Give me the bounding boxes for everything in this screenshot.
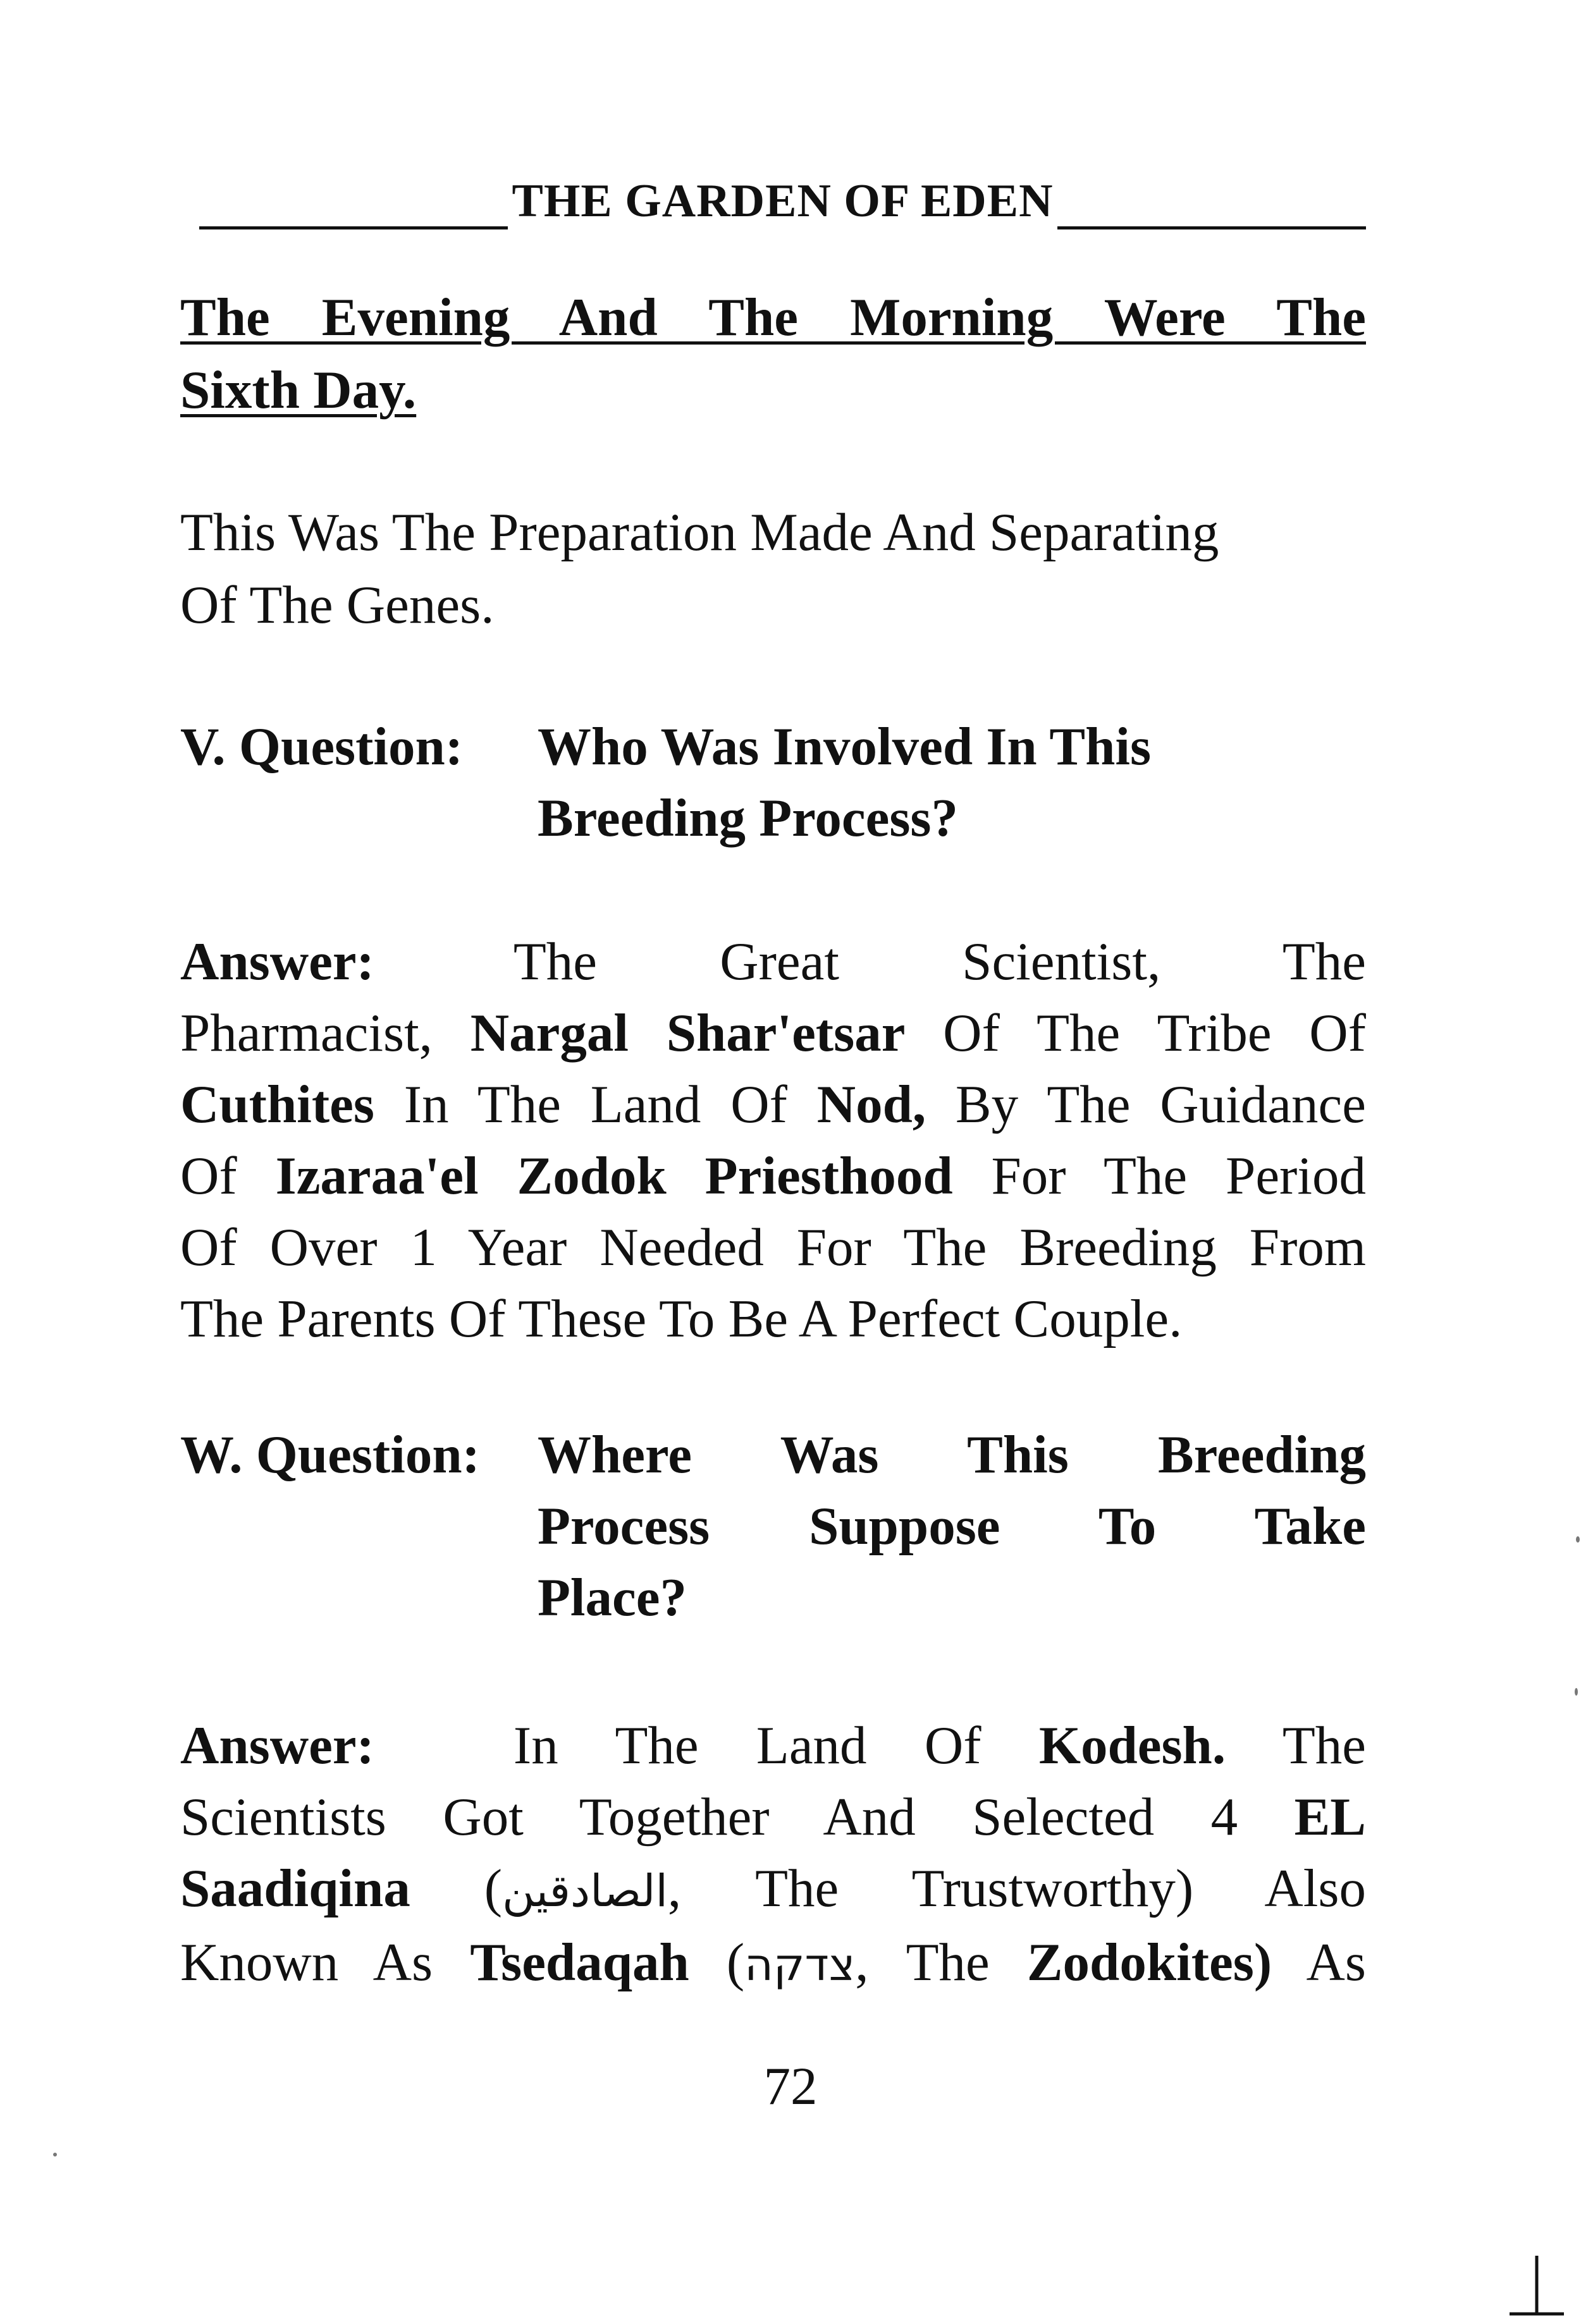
- answer-v-text-4c: For The Period: [952, 1146, 1366, 1206]
- intro-line-1: This Was The Preparation Made And Separating: [180, 503, 1219, 562]
- answer-w-line-2: [180, 1782, 1366, 1853]
- answer-w-hebrew-word: צדקה: [744, 1939, 856, 1991]
- answer-v: [180, 926, 1366, 1355]
- answer-v-line-4: [180, 1141, 1366, 1212]
- answer-w-text-1a: In The Land Of: [513, 1716, 1039, 1775]
- question-v-text: [538, 711, 1366, 854]
- answer-w-name-el: EL: [1294, 1787, 1366, 1847]
- section-heading: [180, 281, 1366, 427]
- scan-speck: [1576, 1536, 1580, 1543]
- answer-v-line-3: [180, 1069, 1366, 1141]
- section-heading-line-2: Sixth Day.: [180, 360, 417, 420]
- answer-w-name-saadiqina: Saadiqina: [180, 1859, 410, 1918]
- question-w-label: W. Question:: [180, 1425, 480, 1484]
- answer-w-text-3c: , The Trustworthy) Also: [667, 1859, 1366, 1918]
- answer-v-name-cuthites: Cuthites: [180, 1075, 374, 1134]
- answer-w-text-2a: Scientists Got Together And Selected 4: [180, 1787, 1295, 1847]
- question-v: [180, 711, 1366, 854]
- scan-speck: [1575, 1688, 1578, 1696]
- intro-paragraph: [180, 496, 1366, 642]
- running-head-right-rule: [1057, 182, 1366, 229]
- answer-w-paren-open-2: (: [689, 1933, 745, 1992]
- answer-v-label: Answer:: [180, 932, 374, 991]
- running-head: [199, 169, 1366, 229]
- answer-v-line-6: The Parents Of These To Be A Perfect Couple.: [180, 1289, 1183, 1349]
- answer-w-text-4f: As: [1272, 1933, 1366, 1992]
- question-w-line-3: Place?: [538, 1568, 687, 1627]
- answer-v-text-1: The Great Scientist, The: [513, 932, 1366, 991]
- scan-speck: [53, 2153, 57, 2156]
- answer-v-text-2a: Pharmacist,: [180, 1003, 471, 1063]
- question-w: [180, 1419, 1366, 1634]
- running-head-left-rule: [199, 182, 508, 229]
- answer-w-text-4d: , The: [855, 1933, 1027, 1992]
- crop-mark-icon: [1508, 2251, 1565, 2320]
- answer-v-line-5: Of Over 1 Year Needed For The Breeding From: [180, 1218, 1366, 1277]
- answer-w: [180, 1710, 1366, 2001]
- question-v-line-1: Who Was Involved In This: [538, 717, 1152, 776]
- answer-w-line-4: [180, 1927, 1366, 2001]
- page-number: 72: [763, 2057, 818, 2116]
- answer-w-line-1: [180, 1710, 1366, 1782]
- answer-w-arabic-word: الصادقين: [502, 1865, 668, 1917]
- intro-line-2: Of The Genes.: [180, 575, 495, 635]
- running-head-title: THE GARDEN OF EDEN: [512, 175, 1054, 227]
- question-w-line-2: Process Suppose To Take: [538, 1496, 1366, 1556]
- answer-v-line-2: [180, 998, 1366, 1069]
- answer-w-line-3: [180, 1853, 1366, 1927]
- section-heading-line-1: The Evening And The Morning Were The: [180, 288, 1366, 347]
- answer-v-text-3d: By The Guidance: [926, 1075, 1366, 1134]
- answer-w-text-1c: The: [1226, 1716, 1366, 1775]
- answer-v-name-nod: Nod,: [816, 1075, 926, 1134]
- answer-v-line-1: [180, 926, 1366, 998]
- answer-w-name-zodokites: Zodokites): [1026, 1933, 1272, 1992]
- question-v-label: V. Question:: [180, 717, 464, 776]
- answer-v-text-3b: In The Land Of: [374, 1075, 817, 1134]
- question-w-line-1: Where Was This Breeding: [538, 1425, 1366, 1484]
- answer-v-name-izaraael: Izaraa'el Zodok Priesthood: [275, 1146, 953, 1206]
- answer-w-name-kodesh: Kodesh.: [1038, 1716, 1226, 1775]
- answer-w-name-tsedaqah: Tsedaqah: [470, 1933, 689, 1992]
- question-v-line-2: Breeding Process?: [538, 788, 958, 848]
- answer-w-text-4a: Known As: [180, 1933, 471, 1992]
- question-w-text: [538, 1419, 1366, 1634]
- answer-w-label: Answer:: [180, 1716, 374, 1775]
- answer-v-text-2c: Of The Tribe Of: [905, 1003, 1366, 1063]
- answer-v-text-4a: Of: [180, 1146, 276, 1206]
- answer-v-name-nargal: Nargal Shar'etsar: [470, 1003, 906, 1063]
- answer-w-paren-open-1: (: [410, 1859, 503, 1918]
